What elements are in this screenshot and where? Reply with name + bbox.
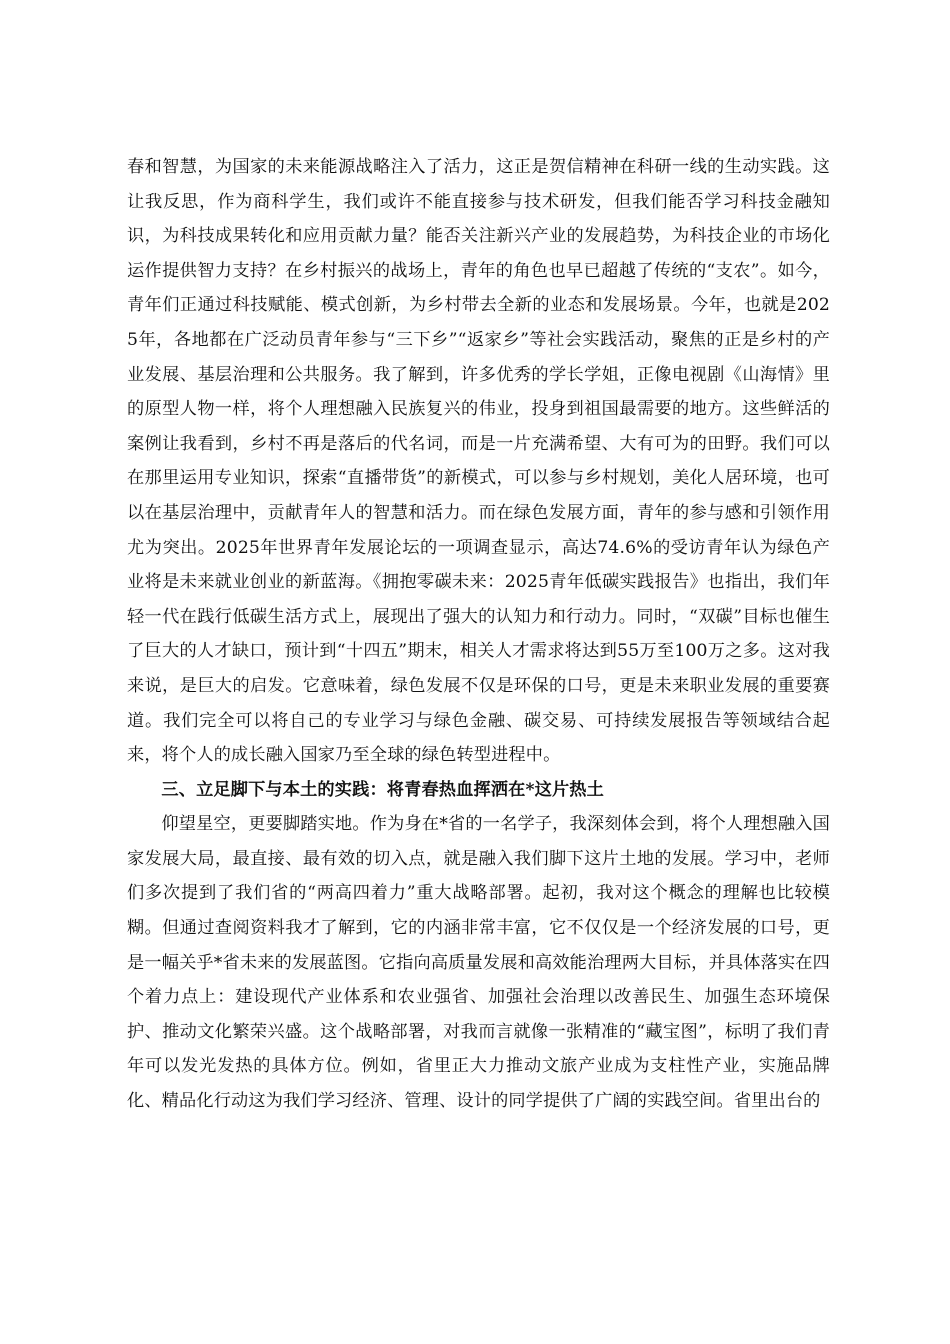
body-paragraph-continued: 春和智慧，为国家的未来能源战略注入了活力，这正是贺信精神在科研一线的生动实践。这让我反思，作为商科学生，我们或许不能直接参与技术研发，但我们能否学习科技金融知识，为科技成果转化和应用贡献力量？能否关注新兴产业的发展趋势，为科技企业的市场化运作提供智力支持？在乡村振兴的战场上，青年的角色也早已超越了传统的“支农”。如今，青年们正通过科技赋能、模式创新，为乡村带去全新的业态和发展场景。今年，也就是2025年，各地都在广泛动员青年参与“三下乡”“返家乡”等社会实践活动，聚焦的正是乡村的产业发展、基层治理和公共服务。我了解到，许多优秀的学长学姐，正像电视剧《山海情》里的原型人物一样，将个人理想融入民族复兴的伟业，投身到祖国最需要的地方。这些鲜活的案例让我看到，乡村不再是落后的代名词，而是一片充满希望、大有可为的田野。我们可以在那里运用专业知识，探索“直播带货”的新模式，可以参与乡村规划，美化人居环境，也可以在基层治理中，贡献青年人的智慧和活力。而在绿色发展方面，青年的参与感和引领作用尤为突出。2025年世界青年发展论坛的一项调查显示，高达74.6%的受访青年认为绿色产业将是未来就业创业的新蓝海。《拥抱零碳未来：2025青年低碳实践报告》也指出，我们年轻一代在践行低碳生活方式上，展现出了强大的认知力和行动力。同时，“双碳”目标也催生了巨大的人才缺口，预计到“十四五”期末，相关人才需求将达到55万至100万之多。这对我来说，是巨大的启发。它意味着，绿色发展不仅是环保的口号，更是未来职业发展的重要赛道。我们完全可以将自己的专业学习与绿色金融、碳交易、可持续发展报告等领域结合起来，将个人的成长融入国家乃至全球的绿色转型进程中。 (127, 157, 830, 766)
body-paragraph-section3: 仰望星空，更要脚踏实地。作为身在*省的一名学子，我深刻体会到，将个人理想融入国家发展大局，最直接、最有效的切入点，就是融入我们脚下这片土地的发展。学习中，老师们多次提到了我们省的“两高四着力”重大战略部署。起初，我对这个概念的理解也比较模糊。但通过查阅资料我才了解到，它的内涵非常丰富，它不仅仅是一个经济发展的口号，更是一幅关乎*省未来的发展蓝图。它指向高质量发展和高效能治理两大目标，并具体落实在四个着力点上：建设现代产业体系和农业强省、加强社会治理以改善民生、加强生态环境保护、推动文化繁荣兴盛。这个战略部署，对我而言就像一张精准的“藏宝图”，标明了我们青年可以发光发热的具体方位。例如，省里正大力推动文旅产业成为支柱性产业，实施品牌化、精品化行动这为我们学习经济、管理、设计的同学提供了广阔的实践空间。省里出台的 (127, 814, 830, 1112)
document-page (127, 150, 830, 1119)
section-heading: 三、立足脚下与本土的实践：将青春热血挥洒在*这片热土 (161, 779, 604, 800)
